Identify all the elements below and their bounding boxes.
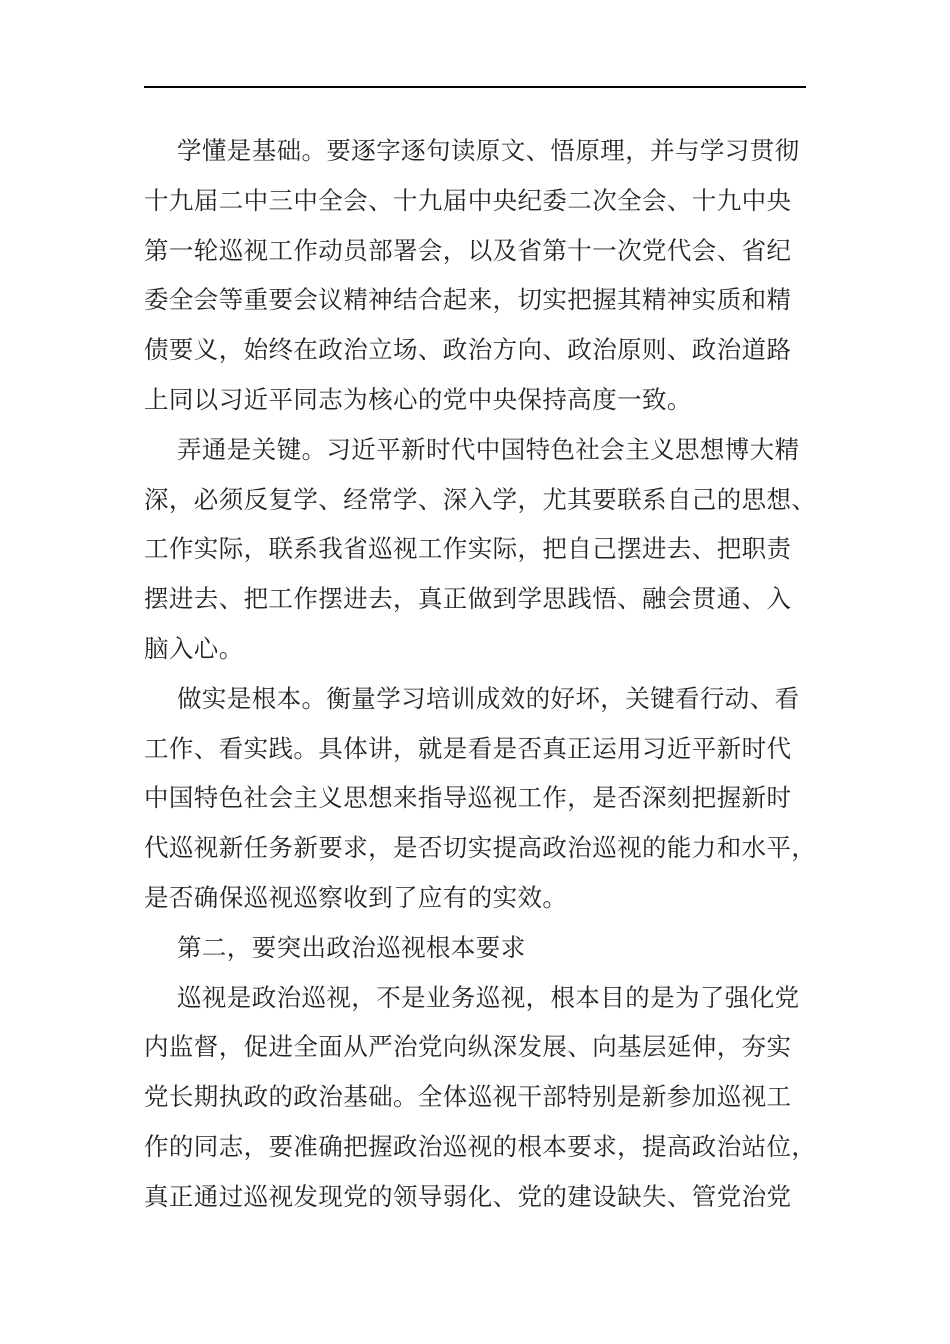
text-line: 深，必须反复学、经常学、深入学，尤其要联系自己的思想、 <box>144 484 817 514</box>
text-line: 党长期执政的政治基础。全体巡视干部特别是新参加巡视工 <box>144 1082 792 1112</box>
text-line: 弄通是关键。习近平新时代中国特色社会主义思想博大精 <box>177 434 800 464</box>
section-heading <box>144 923 844 973</box>
text-line: 是否确保巡视巡察收到了应有的实效。 <box>144 882 568 912</box>
text-line: 巡视是政治巡视，不是业务巡视，根本目的是为了强化党 <box>177 982 800 1012</box>
text-line: 学懂是基础。要逐字逐句读原文、悟原理，并与学习贯彻 <box>177 136 800 165</box>
text-line: 十九届二中三中全会、十九届中央纪委二次全会、十九中央 <box>144 185 792 215</box>
text-line: 作的同志，要准确把握政治巡视的根本要求，提高政治站位， <box>144 1131 817 1161</box>
header-rule <box>144 86 806 88</box>
text-line: 做实是根本。衡量学习培训成效的好坏，关键看行动、看 <box>177 683 800 713</box>
text-line: 第一轮巡视工作动员部署会，以及省第十一次党代会、省纪 <box>144 235 792 265</box>
text-line: 中国特色社会主义思想来指导巡视工作，是否深刻把握新时 <box>144 783 792 813</box>
paragraph-study-foundation <box>144 126 844 425</box>
text-line: 真正通过巡视发现党的领导弱化、党的建设缺失、管党治党 <box>144 1181 792 1211</box>
text-line: 脑入心。 <box>144 633 244 663</box>
paragraph-practice-root <box>144 674 844 923</box>
text-line: 上同以习近平同志为核心的党中央保持高度一致。 <box>144 384 692 414</box>
text-line: 代巡视新任务新要求，是否切实提高政治巡视的能力和水平， <box>144 833 817 863</box>
text-line: 委全会等重要会议精神结合起来，切实把握其精神实质和精 <box>144 285 792 315</box>
paragraph-political-inspection <box>144 973 844 1222</box>
text-line: 工作实际，联系我省巡视工作实际，把自己摆进去、把职责 <box>144 534 792 564</box>
text-line: 内监督，促进全面从严治党向纵深发展、向基层延伸，夯实 <box>144 1032 792 1062</box>
text-line: 债要义，始终在政治立场、政治方向、政治原则、政治道路 <box>144 335 792 365</box>
document-body <box>144 126 844 1222</box>
text-line: 摆进去、把工作摆进去，真正做到学思践悟、融会贯通、入 <box>144 584 792 614</box>
paragraph-understand-key <box>144 425 844 674</box>
text-line: 工作、看实践。具体讲，就是看是否真正运用习近平新时代 <box>144 733 792 763</box>
section-heading-text: 第二，要突出政治巡视根本要求 <box>177 932 526 962</box>
